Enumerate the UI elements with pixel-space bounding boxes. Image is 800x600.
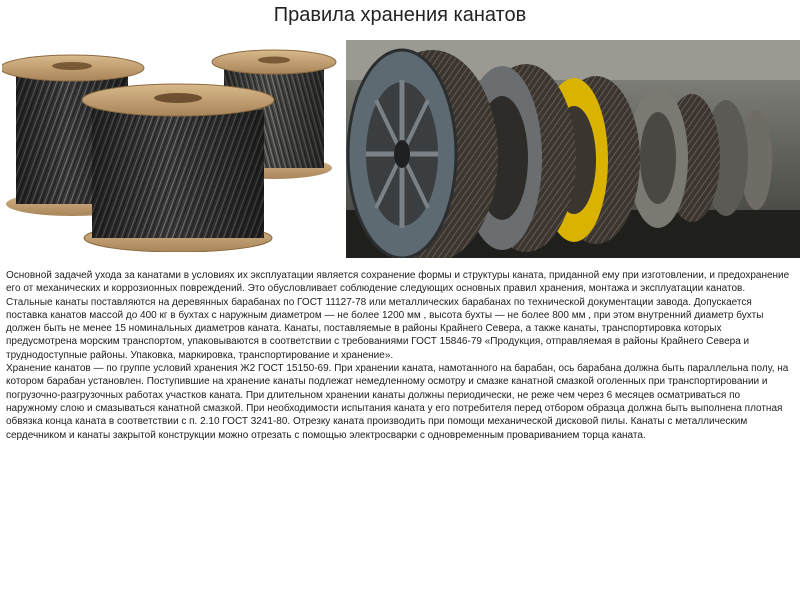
page-title: Правила хранения канатов (273, 4, 527, 26)
wire-rope-drums-image (346, 40, 800, 258)
paragraph-storage-conditions: Хранение канатов — по группе условий хранения Ж2 ГОСТ 15150-69. При хранении каната, намотанного на барабан, ось барабана должна быть параллельна полу, на котором барабан установлен. Поступившие на хранение канаты подлежат немедленному осмотру и смазке канатной смазкой оголенных при транспортировании и погрузочно-разгрузочных работах участков каната. При длительном хранении канаты должны периодически, не реже чем через 6 месяцев осматриваться по наружному слою и смазываться канатной смазкой. При необходимости испытания каната у его потребителя перед отбором образца должна быть выполнена плотная обвязка конца каната в соответствии с п. 2.10 ГОСТ 3241-80. Отрезку каната производить при помощи механической дисковой пилы. Канаты с металлическим сердечником и канаты закрытой конструкции можно отрезать с помощью электросварки с одновременным провариванием торца каната. (6, 363, 789, 441)
wire-rope-spools-image (2, 38, 338, 252)
body-text (6, 269, 794, 442)
paragraph-storage-rules: Основной задачей ухода за канатами в условиях их эксплуатации является сохранение формы и структуры каната, приданной ему при изготовлении, и предохранение его от механических и коррозионных повреждений. Это обусловливает соблюдение следующих основных правил хранения, монтажа и эксплуатации канатов. Стальные канаты поставляются на деревянных барабанах по ГОСТ 11127-78 или металлических барабанах по технической документации завода. Допускается поставка канатов массой до 400 кг в бухтах с наружным диаметром — не более 1200 мм , высота бухты — не более 800 мм , при этом внутренний диаметр бухты должен быть не менее 15 номинальных диаметров каната. Канаты, поставляемые в районы Крайнего Севера, а также канаты, транспортировка которых предусмотрена морским транспортом, упаковываются в соответствии с требованиями ГОСТ 15846-79 «Продукция, отправляемая в районы Крайнего Севера и труднодоступные районы. Упаковка, маркировка, транспортирование и хранение». (6, 270, 790, 361)
